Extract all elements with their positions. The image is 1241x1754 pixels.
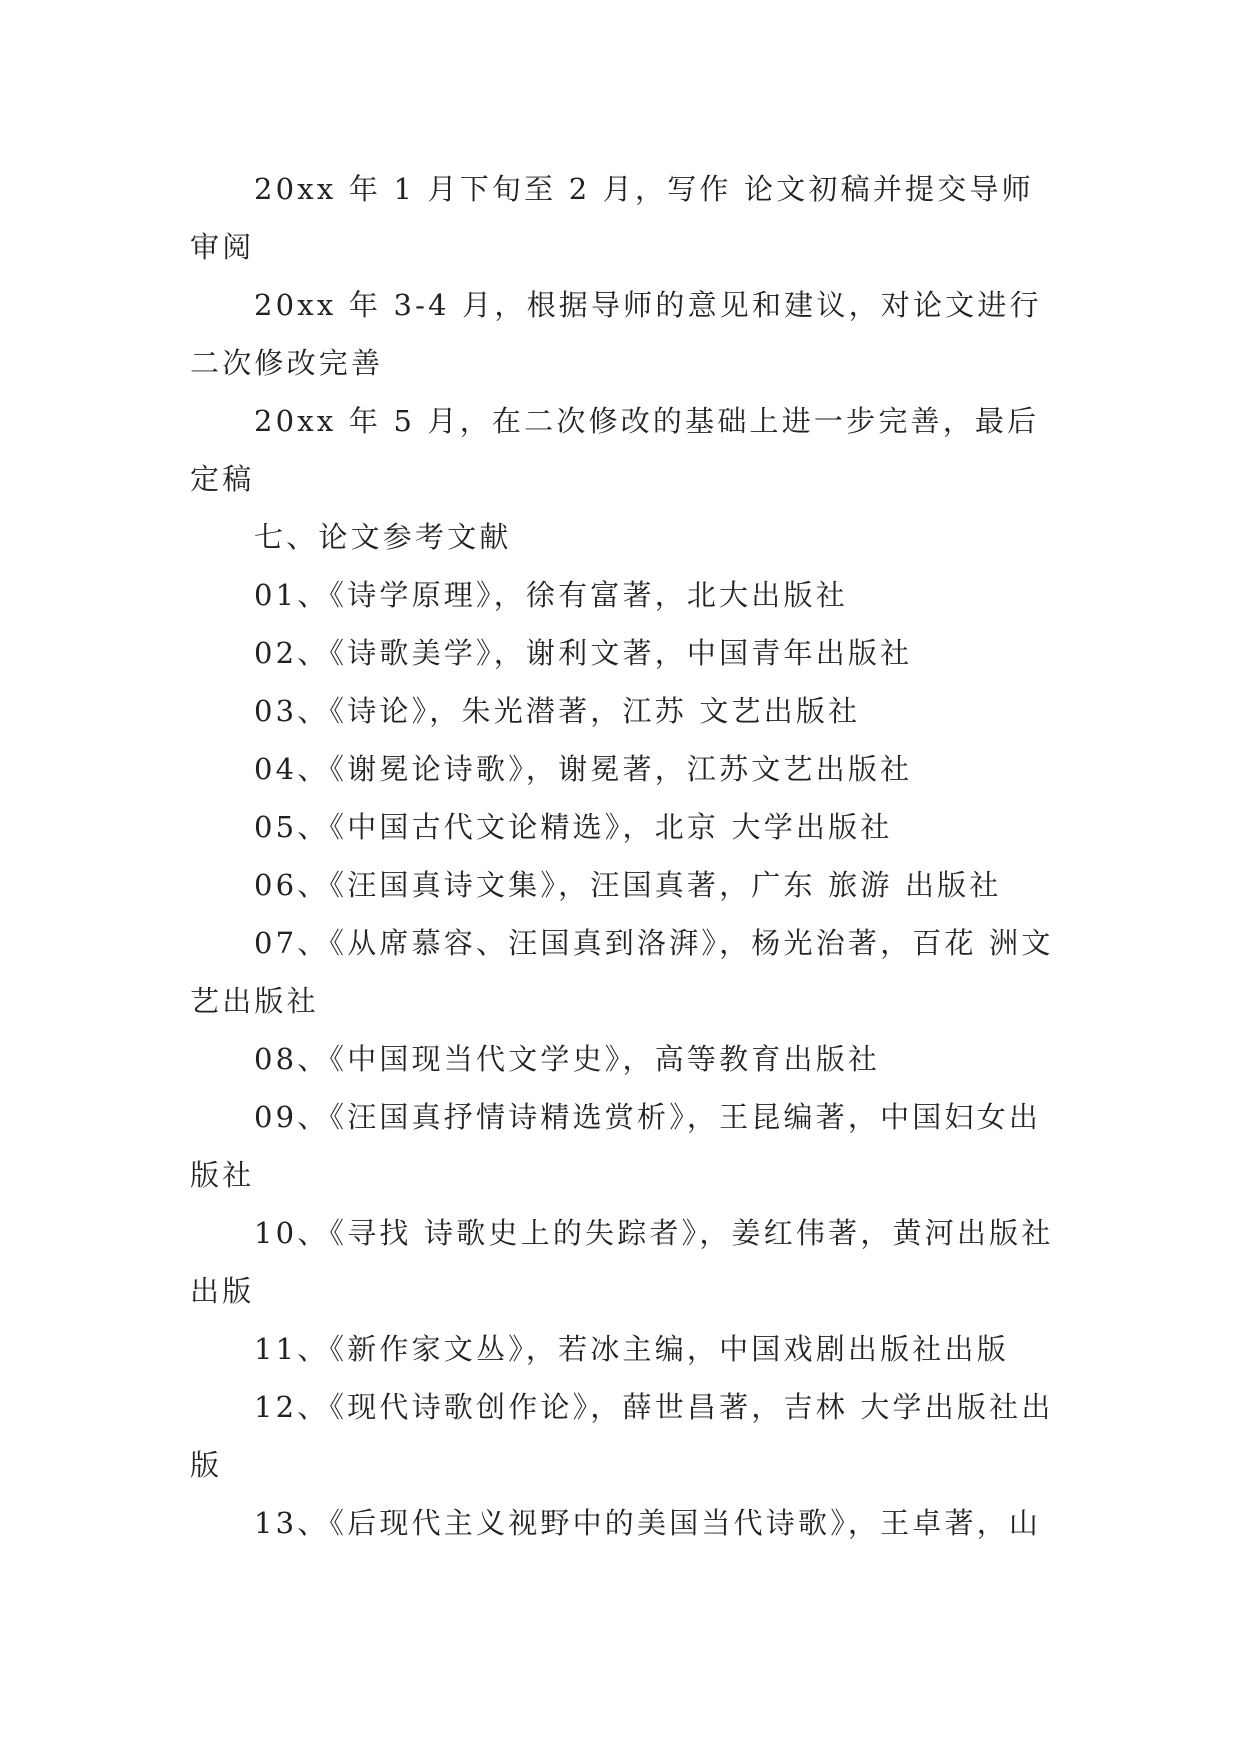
reference-item-13: 13、《后现代主义视野中的美国当代诗歌》，王卓著，山 bbox=[254, 1506, 1042, 1540]
reference-item-03: 03、《诗论》，朱光潜著，江苏 文艺出版社 bbox=[254, 694, 861, 728]
schedule-item-1: 20xx 年 1 月下旬至 2 月，写作 论文初稿并提交导师审阅 bbox=[190, 172, 1034, 264]
reference-item-08: 08、《中国现当代文学史》，高等教育出版社 bbox=[254, 1042, 881, 1076]
schedule-item-3: 20xx 年 5 月，在二次修改的基础上进一步完善，最后定稿 bbox=[190, 404, 1040, 496]
schedule-item-2: 20xx 年 3-4 月，根据导师的意见和建议，对论文进行二次修改完善 bbox=[190, 288, 1042, 380]
reference-item-11: 11、《新作家文丛》，若冰主编，中国戏剧出版社出版 bbox=[254, 1332, 1009, 1366]
section-heading-references: 七、论文参考文献 bbox=[254, 520, 512, 554]
reference-item-01: 01、《诗学原理》，徐有富著，北大出版社 bbox=[254, 578, 848, 612]
reference-item-05: 05、《中国古代文论精选》，北京 大学出版社 bbox=[254, 810, 893, 844]
reference-item-07: 07、《从席慕容、汪国真到洛湃》，杨光治著，百花 洲文艺出版社 bbox=[190, 926, 1054, 1018]
reference-item-04: 04、《谢冕论诗歌》，谢冕著，江苏文艺出版社 bbox=[254, 752, 913, 786]
reference-item-02: 02、《诗歌美学》，谢利文著，中国青年出版社 bbox=[254, 636, 913, 670]
document-body bbox=[190, 160, 1060, 1552]
reference-item-10: 10、《寻找 诗歌史上的失踪者》，姜红伟著，黄河出版社出版 bbox=[190, 1216, 1054, 1308]
reference-item-06: 06、《汪国真诗文集》，汪国真著，广东 旅游 出版社 bbox=[254, 868, 1002, 902]
reference-item-12: 12、《现代诗歌创作论》，薛世昌著，吉林 大学出版社出版 bbox=[190, 1390, 1054, 1482]
reference-item-09: 09、《汪国真抒情诗精选赏析》，王昆编著，中国妇女出版社 bbox=[190, 1100, 1042, 1192]
